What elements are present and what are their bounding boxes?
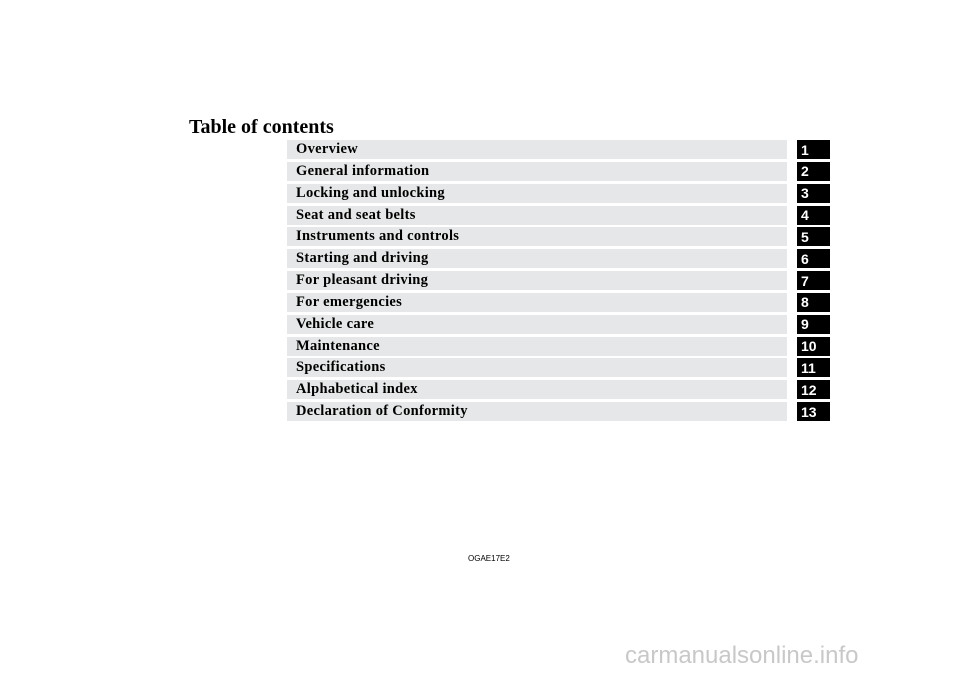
page-title: Table of contents: [189, 116, 334, 138]
toc-item-gap: [787, 162, 797, 181]
chapter-number-tab[interactable]: 2: [797, 162, 830, 181]
watermark-text: carmanualsonline.info: [625, 642, 859, 669]
chapter-number-tab[interactable]: 4: [797, 206, 830, 225]
toc-item-gap: [787, 293, 797, 312]
toc-item-maintenance[interactable]: [287, 337, 830, 356]
toc-item-gap: [787, 315, 797, 334]
toc-item-label: Vehicle care: [287, 315, 787, 334]
toc-item-gap: [787, 380, 797, 399]
toc-item-for-emergencies[interactable]: [287, 293, 830, 312]
chapter-number-tab[interactable]: 3: [797, 184, 830, 203]
chapter-number-tab[interactable]: 12: [797, 380, 830, 399]
toc-item-label: Instruments and controls: [287, 227, 787, 246]
toc-item-label: For emergencies: [287, 293, 787, 312]
toc-item-label: General information: [287, 162, 787, 181]
toc-item-gap: [787, 184, 797, 203]
toc-item-starting-and-driving[interactable]: [287, 249, 830, 268]
chapter-number-tab[interactable]: 11: [797, 358, 830, 377]
toc-item-for-pleasant-driving[interactable]: [287, 271, 830, 290]
toc-item-label: Locking and unlocking: [287, 184, 787, 203]
chapter-number-tab[interactable]: 9: [797, 315, 830, 334]
toc-item-label: Declaration of Conformity: [287, 402, 787, 421]
chapter-number-tab[interactable]: 1: [797, 140, 830, 159]
toc-item-alphabetical-index[interactable]: [287, 380, 830, 399]
toc-item-specifications[interactable]: [287, 358, 830, 377]
toc-item-general-information[interactable]: [287, 162, 830, 181]
toc-item-gap: [787, 337, 797, 356]
toc-list: [287, 140, 830, 424]
chapter-number-tab[interactable]: 5: [797, 227, 830, 246]
chapter-number-tab[interactable]: 7: [797, 271, 830, 290]
toc-item-gap: [787, 358, 797, 377]
toc-item-locking-and-unlocking[interactable]: [287, 184, 830, 203]
toc-item-label: Starting and driving: [287, 249, 787, 268]
toc-item-gap: [787, 271, 797, 290]
toc-item-gap: [787, 227, 797, 246]
toc-item-vehicle-care[interactable]: [287, 315, 830, 334]
toc-item-label: Maintenance: [287, 337, 787, 356]
chapter-number-tab[interactable]: 6: [797, 249, 830, 268]
chapter-number-tab[interactable]: 8: [797, 293, 830, 312]
toc-item-label: For pleasant driving: [287, 271, 787, 290]
toc-item-label: Alphabetical index: [287, 380, 787, 399]
toc-item-label: Overview: [287, 140, 787, 159]
toc-item-gap: [787, 402, 797, 421]
chapter-number-tab[interactable]: 10: [797, 337, 830, 356]
toc-item-instruments-and-controls[interactable]: [287, 227, 830, 246]
toc-item-label: Specifications: [287, 358, 787, 377]
chapter-number-tab[interactable]: 13: [797, 402, 830, 421]
document-code: OGAE17E2: [468, 554, 510, 563]
toc-item-label: Seat and seat belts: [287, 206, 787, 225]
toc-item-seat-and-seat-belts[interactable]: [287, 206, 830, 225]
toc-item-declaration-of-conformity[interactable]: [287, 402, 830, 421]
toc-item-gap: [787, 249, 797, 268]
toc-item-gap: [787, 206, 797, 225]
toc-item-gap: [787, 140, 797, 159]
toc-item-overview[interactable]: [287, 140, 830, 159]
